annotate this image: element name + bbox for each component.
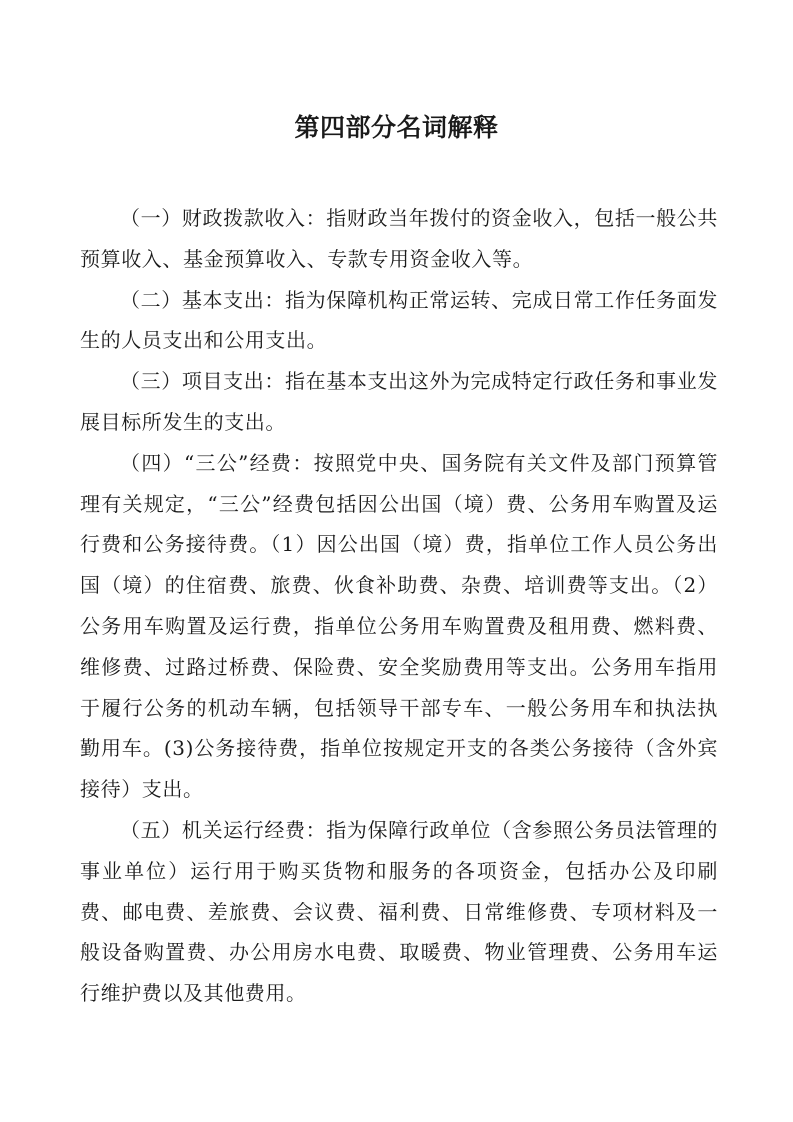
paragraph-operating-expenses	[80, 810, 718, 1014]
document-body	[80, 198, 718, 1014]
paragraph-text-overseas-travel: （1）因公出国（境）费，指单位工作人员公务出国（境）的住宿费、旅费、伙食补助费、杂费、培训费等支出。	[80, 532, 718, 598]
paragraph-basic-expenditure	[80, 280, 718, 362]
paragraph-text-reception: (3)公务接待费，指单位按规定开支的各类公务接待（含外宾接待）支出。	[80, 736, 718, 802]
paragraph-three-public-expenses	[80, 443, 718, 810]
paragraph-text: （四）“三公”经费：按照党中央、国务院有关文件及部门预算管理有关规定，“三公”经费包括因公出国（境）费、公务用车购置及运行费和公务接待费。	[80, 450, 718, 557]
page-title: 第四部分名词解释	[294, 113, 499, 142]
paragraph-fiscal-appropriation	[80, 198, 718, 280]
paragraph-text: （一）财政拨款收入：指财政当年拨付的资金收入，包括一般公共预算收入、基金预算收入、专款专用资金收入等。	[80, 206, 718, 271]
paragraph-text: （三）项目支出：指在基本支出这外为完成特定行政任务和事业发展目标所发生的支出。	[80, 369, 718, 434]
paragraph-text-vehicle: （2）公务用车购置及运行费，指单位公务用车购置费及租用费、燃料费、维修费、过路过桥费、保险费、安全奖励费用等支出。公务用车指用于履行公务的机动车辆，包括领导干部专车、一般公务用车和执法执勤用车。	[80, 573, 718, 761]
paragraph-text: （二）基本支出：指为保障机构正常运转、完成日常工作任务面发生的人员支出和公用支出。	[80, 287, 718, 353]
paragraph-text: （五）机关运行经费：指为保障行政单位（含参照公务员法管理的事业单位）运行用于购买货物和服务的各项资金，包括办公及印刷费、邮电费、差旅费、会议费、福利费、日常维修费、专项材料及一般设备购置费、办公用房水电费、取暖费、物业管理费、公务用车运行维护费以及其他费用。	[80, 817, 718, 1006]
paragraph-project-expenditure	[80, 361, 718, 443]
